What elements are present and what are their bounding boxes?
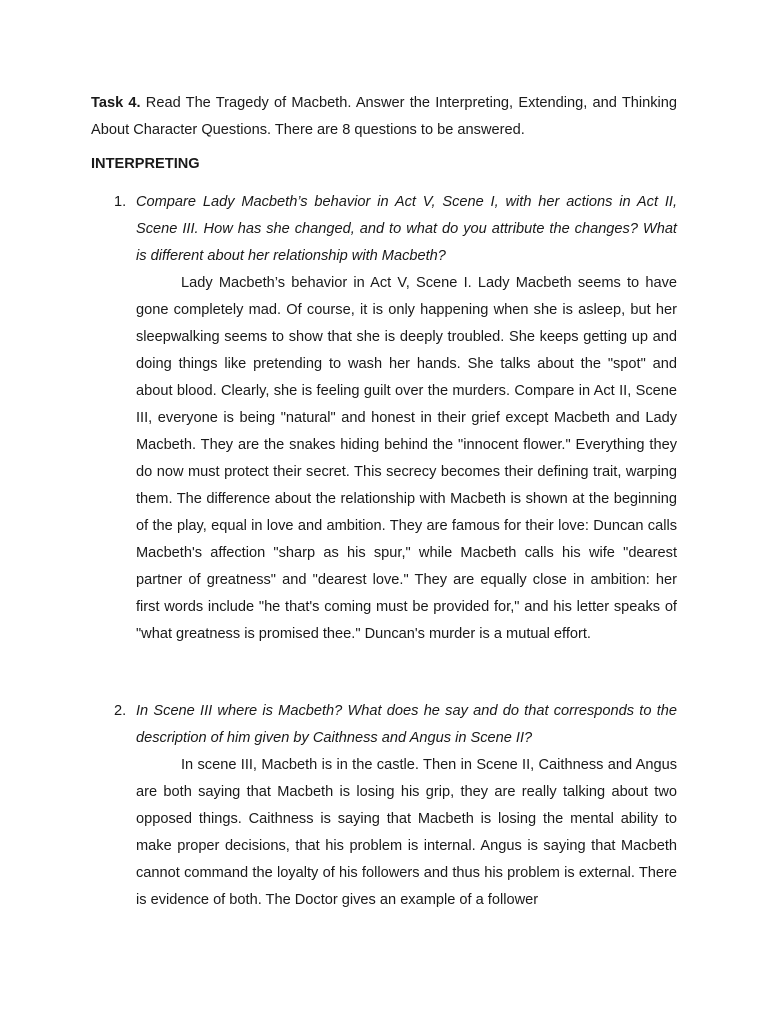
answer-text: Lady Macbeth’s behavior in Act V, Scene I. Lady Macbeth seems to have gone completely mad. Of course, it is only happening when she is asleep, but her sleepwalking seems to show that she is deeply troubled. She keeps getting up and doing things like pretending to wash her hands. She talks about the "spot" and about blood. Clearly, she is feeling guilt over the murders. Compare in Act II, Scene III, everyone is being "natural" and honest in their grief except Macbeth and Lady Macbeth. They are the snakes hiding behind the "innocent flower." Everything they do now must protect their secret. This secrecy becomes their defining trait, warping them. The difference about the relationship with Macbeth is shown at the beginning of the play, equal in love and ambition. They are famous for their love: Duncan calls Macbeth's affection "sharp as his spur," while Macbeth calls his wife "dearest partner of greatness" and "dearest love." They are equally close in ambition: her first words include "he that's coming must be provided for," and his letter speaks of "what greatness is promised thee." Duncan's murder is a mutual effort. (136, 275, 677, 642)
question-text: Compare Lady Macbeth’s behavior in Act V, Scene I, with her actions in Act II, Scene III. How has she changed, and to what do you attribute the changes? What is different about her relationship with Macbeth? (136, 194, 677, 264)
task-text: Read The Tragedy of Macbeth. Answer the Interpreting, Extending, and Thinking About Character Questions. There are 8 questions to be answered. (91, 95, 677, 138)
question-text: In Scene III where is Macbeth? What does he say and do that corresponds to the description of him given by Caithness and Angus in Scene II? (136, 703, 677, 746)
question-item-1 (91, 189, 677, 648)
question-item-2 (91, 698, 677, 914)
task-label: Task 4. (91, 95, 141, 111)
task-instructions (91, 90, 677, 144)
answer-text: In scene III, Macbeth is in the castle. Then in Scene II, Caithness and Angus are both saying that Macbeth is losing his grip, they are really talking about two opposed things. Caithness is saying that Macbeth is losing the mental ability to make proper decisions, that his problem is internal. Angus is saying that Macbeth cannot command the loyalty of his followers and thus his problem is external. There is evidence of both. The Doctor gives an example of a follower (136, 757, 677, 908)
question-number: 1. (114, 194, 127, 210)
question-number: 2. (114, 703, 127, 719)
section-heading: INTERPRETING (91, 156, 200, 172)
